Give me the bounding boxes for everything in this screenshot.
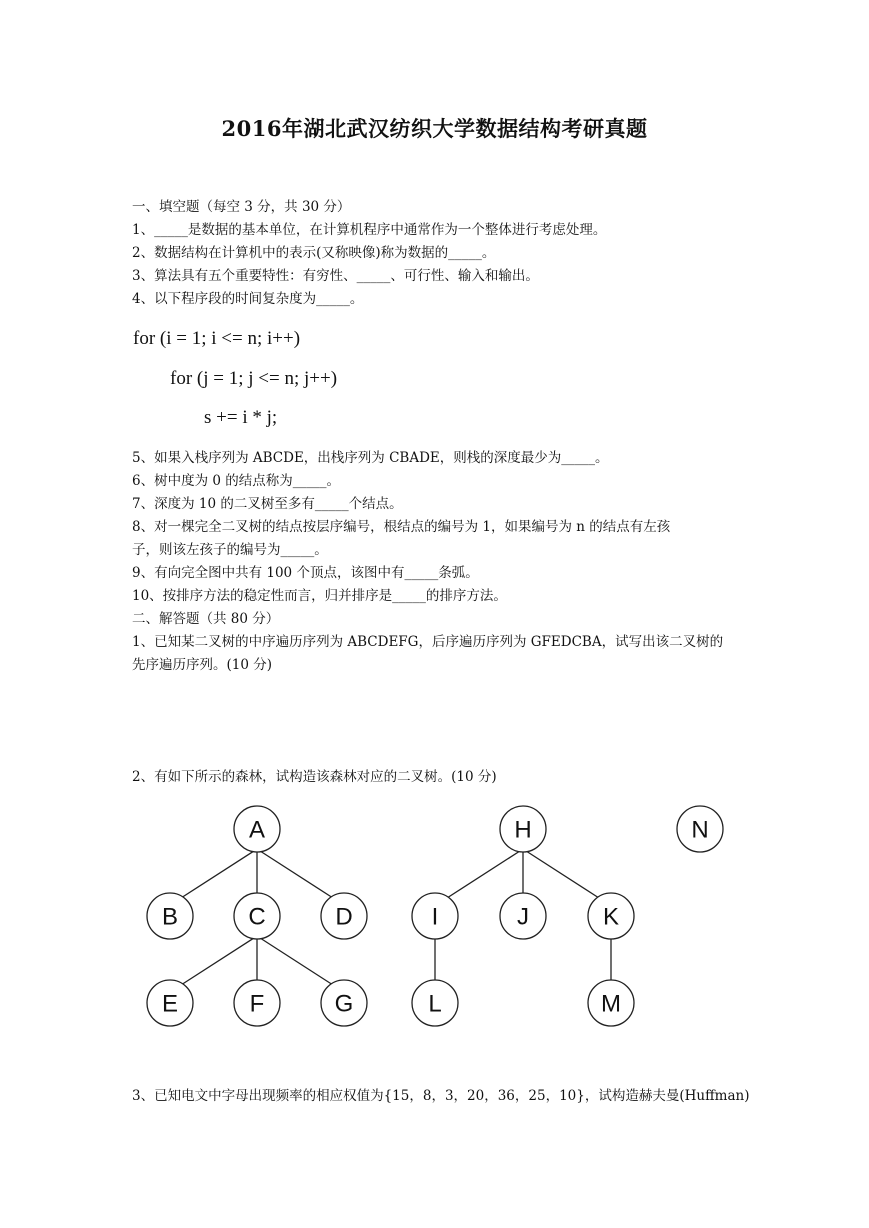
section1-heading: 一、填空题（每空 3 分，共 30 分） xyxy=(132,199,351,215)
node-c-label: C xyxy=(248,903,266,931)
question-5: 5、如果入栈序列为 ABCDE，出栈序列为 CBADE，则栈的深度最少为_____。 xyxy=(132,450,609,466)
question-3: 3、算法具有五个重要特性：有穷性、_____、可行性、输入和输出。 xyxy=(132,268,539,284)
code-line-2: for (j = 1; j <= n; j++) xyxy=(170,368,338,389)
forest-diagram xyxy=(0,790,869,1050)
node-i-label: I xyxy=(431,903,439,931)
question-4: 4、以下程序段的时间复杂度为_____。 xyxy=(132,291,364,307)
node-a-label: A xyxy=(248,816,266,844)
node-g-label: G xyxy=(334,990,354,1018)
node-m-label: M xyxy=(601,990,621,1018)
edge-h-i xyxy=(447,849,523,898)
edge-c-e xyxy=(181,936,257,985)
question-2: 2、数据结构在计算机中的表示(又称映像)称为数据的_____。 xyxy=(132,245,496,261)
section2-heading: 二、解答题（共 80 分） xyxy=(132,611,280,627)
question-8-line-1: 8、对一棵完全二叉树的结点按层序编号，根结点的编号为 1，如果编号为 n 的结点有左孩 xyxy=(132,519,671,535)
code-line-1: for (i = 1; i <= n; i++) xyxy=(133,328,301,349)
question-1: 1、_____是数据的基本单位，在计算机程序中通常作为一个整体进行考虑处理。 xyxy=(132,222,607,238)
edge-a-d xyxy=(257,849,333,898)
problem-3: 3、已知电文中字母出现频率的相应权值为{15，8，3，20，36，25，10}，试构造赫夫曼(Huffman) xyxy=(132,1088,750,1104)
page-title: 2016年湖北武汉纺织大学数据结构考研真题 xyxy=(221,116,648,141)
node-j-label: J xyxy=(517,903,529,931)
node-d-label: D xyxy=(335,903,353,931)
question-8-line-2: 子，则该左孩子的编号为_____。 xyxy=(132,542,328,558)
node-h-label: H xyxy=(514,816,532,844)
edge-h-k xyxy=(523,849,599,898)
node-b-label: B xyxy=(161,903,179,931)
code-line-3: s += i * j; xyxy=(204,407,278,428)
problem-1-line-2: 先序遍历序列。(10 分) xyxy=(132,657,273,673)
node-n-label: N xyxy=(691,816,709,844)
problem-2: 2、有如下所示的森林，试构造该森林对应的二叉树。(10 分) xyxy=(132,769,497,785)
node-e-label: E xyxy=(161,990,179,1018)
edge-a-b xyxy=(181,849,257,898)
question-10: 10、按排序方法的稳定性而言，归并排序是_____的排序方法。 xyxy=(132,588,507,604)
edge-c-g xyxy=(257,936,333,985)
node-l-label: L xyxy=(428,990,442,1018)
node-f-label: F xyxy=(249,990,265,1018)
problem-1-line-1: 1、已知某二叉树的中序遍历序列为 ABCDEFG，后序遍历序列为 GFEDCBA，试写出该二叉树的 xyxy=(132,634,724,650)
question-7: 7、深度为 10 的二叉树至多有_____个结点。 xyxy=(132,496,403,512)
node-k-label: K xyxy=(602,903,620,931)
question-9: 9、有向完全图中共有 100 个顶点，该图中有_____条弧。 xyxy=(132,565,479,581)
question-6: 6、树中度为 0 的结点称为_____。 xyxy=(132,473,341,489)
